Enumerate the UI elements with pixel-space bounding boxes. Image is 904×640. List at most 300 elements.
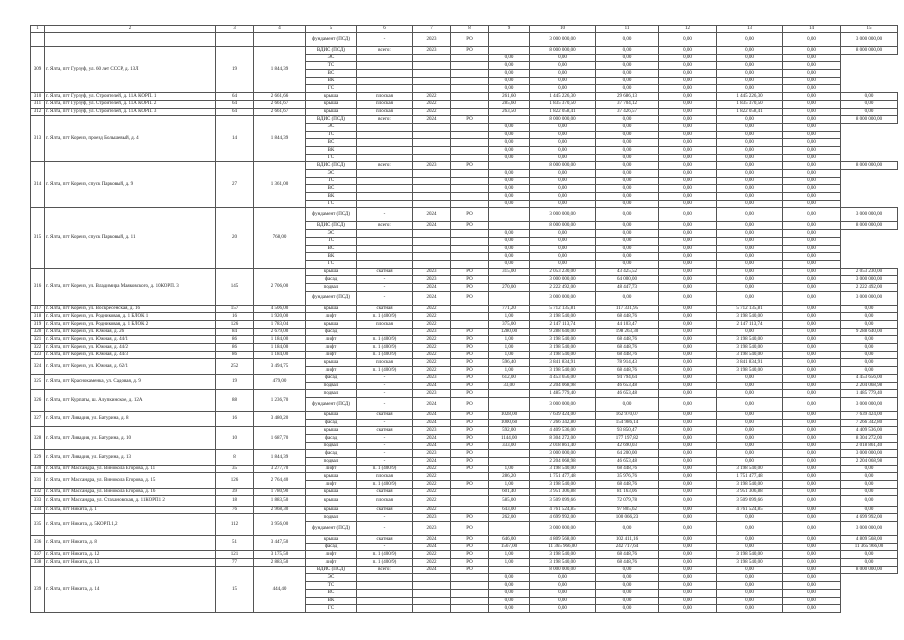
table-row	[31, 328, 898, 336]
table-cell: 15	[216, 566, 254, 612]
table-cell: -	[357, 33, 413, 47]
table-cell: 2023	[413, 522, 451, 536]
table-cell: 0,00	[489, 185, 530, 193]
column-number: 6	[357, 26, 413, 33]
table-cell: 0,00	[659, 268, 717, 276]
table-cell: 0,00	[489, 146, 530, 154]
table-cell: 0,00	[596, 131, 659, 139]
table-cell: 1 445 226,30	[530, 93, 596, 101]
table-cell: 1,00	[489, 336, 530, 344]
table-cell: 3 198 540,00	[530, 551, 596, 559]
table-cell: 4 809 568,00	[530, 536, 596, 544]
table-cell: 0,00	[717, 419, 783, 427]
table-cell: плоская	[357, 473, 413, 481]
table-cell: 1 835 370,50	[717, 100, 783, 108]
table-cell	[451, 589, 489, 597]
table-cell: 0,00	[783, 154, 841, 162]
table-cell: 18	[216, 496, 254, 506]
table-cell	[413, 77, 451, 85]
table-cell: 2 053 230,00	[841, 268, 898, 276]
table-cell: 0,00	[841, 321, 898, 329]
table-cell	[413, 260, 451, 268]
table-cell	[451, 582, 489, 590]
table-cell: 0,00	[783, 582, 841, 590]
table-cell	[357, 605, 413, 613]
table-cell: 0,00	[717, 276, 783, 284]
table-cell: 3 447,50	[254, 536, 306, 551]
table-cell: 51	[216, 536, 254, 551]
table-cell: 0,00	[783, 351, 841, 359]
table-cell: г. Ялта, пгт Никита, д. 5КОРП.1,2	[45, 514, 216, 536]
table-cell: 0,00	[659, 359, 717, 367]
table-cell: 0,00	[596, 177, 659, 185]
table-cell: РО	[451, 450, 489, 458]
table-cell	[451, 473, 489, 481]
table-cell	[451, 62, 489, 70]
table-cell: 0,00	[783, 473, 841, 481]
table-cell: 3 000 000,00	[841, 450, 898, 458]
table-cell	[413, 85, 451, 93]
table-cell: 88	[216, 390, 254, 412]
table-cell: 11 365 966,00	[841, 543, 898, 551]
table-cell: РО	[451, 116, 489, 124]
table-cell: 3 509 099,66	[530, 496, 596, 506]
table-cell: 0,00	[717, 434, 783, 442]
table-cell: 1,00	[489, 351, 530, 359]
table-cell: 0,00	[489, 77, 530, 85]
table-cell: 3 000 000,00	[530, 397, 596, 411]
table-cell: г. Ялта, пгт Кореиз, спуск Парковый, д. 11	[45, 208, 216, 268]
table-cell	[451, 108, 489, 116]
table-cell	[45, 33, 216, 47]
table-cell: подвал	[306, 458, 357, 466]
table-cell: 1 445 226,30	[717, 93, 783, 101]
table-cell: 0,00	[596, 139, 659, 147]
table-cell: 1 844,39	[254, 450, 306, 465]
table-cell: 112	[216, 514, 254, 536]
table-cell	[413, 131, 451, 139]
table-cell: 2024	[413, 434, 451, 442]
table-cell	[357, 139, 413, 147]
table-cell: 2023	[413, 450, 451, 458]
table-cell: 8	[216, 450, 254, 465]
table-cell: 0,00	[659, 77, 717, 85]
table-cell: фундамент (ПСД)	[306, 291, 357, 305]
table-cell: 2023	[413, 328, 451, 336]
table-cell: 2022	[413, 351, 451, 359]
table-cell: 2023	[413, 268, 451, 276]
table-cell: 0,00	[596, 146, 659, 154]
table-cell: 0,00	[717, 139, 783, 147]
table-cell: 1,00	[489, 481, 530, 489]
table-cell: 0,00	[659, 321, 717, 329]
table-cell: -	[357, 450, 413, 458]
table-cell: 316	[31, 268, 45, 305]
table-cell: 0,00	[489, 605, 530, 613]
table-cell: 8 000 000,00	[841, 162, 898, 170]
table-cell: плоская	[357, 359, 413, 367]
table-cell: ТС	[306, 582, 357, 590]
table-cell: всего:	[357, 116, 413, 124]
table-cell: 2022	[413, 551, 451, 559]
table-cell: 126	[216, 473, 254, 488]
table-cell: 612,00	[489, 374, 530, 382]
table-cell	[413, 574, 451, 582]
table-cell: -	[357, 514, 413, 522]
table-cell: ГС	[306, 200, 357, 208]
table-cell	[451, 131, 489, 139]
table-cell: ЭС	[306, 170, 357, 178]
table-cell: 5 712 135,81	[717, 305, 783, 313]
table-cell	[357, 253, 413, 261]
table-cell: 0,00	[530, 185, 596, 193]
table-cell: 162 970,07	[596, 411, 659, 419]
table-row	[31, 359, 898, 367]
table-cell: 1 485 779,40	[530, 390, 596, 398]
table-cell: 0,00	[783, 605, 841, 613]
table-cell	[451, 260, 489, 268]
table-cell: 20	[216, 208, 254, 268]
table-cell: лифт	[306, 465, 357, 473]
table-row	[31, 536, 898, 544]
table-cell: 157	[216, 305, 254, 313]
table-cell: 100 066,23	[596, 514, 659, 522]
table-cell: 46 653,48	[596, 390, 659, 398]
table-cell: скатная	[357, 488, 413, 496]
table-cell: 0,00	[841, 506, 898, 514]
table-cell: 0,00	[717, 291, 783, 305]
table-cell: 3 198 540,00	[717, 367, 783, 375]
table-cell: 339	[31, 566, 45, 612]
table-cell: 0,00	[783, 193, 841, 201]
table-cell: 3 000 000,00	[841, 397, 898, 411]
table-cell: 2024	[413, 419, 451, 427]
table-cell	[451, 574, 489, 582]
table-cell: 1567,00	[489, 543, 530, 551]
table-cell: 0,00	[717, 442, 783, 450]
table-cell: 0,00	[717, 47, 783, 55]
table-cell	[413, 230, 451, 238]
table-cell: 64	[216, 100, 254, 108]
table-cell: 0,00	[596, 200, 659, 208]
table-cell: 0,00	[783, 200, 841, 208]
table-cell: 0,00	[659, 473, 717, 481]
table-cell: 327	[31, 411, 45, 426]
table-cell: крыша	[306, 359, 357, 367]
table-cell: 0,00	[659, 47, 717, 55]
table-cell: всего:	[357, 222, 413, 230]
table-cell: 0,00	[659, 543, 717, 551]
table-cell: 3 198 540,00	[717, 351, 783, 359]
table-row	[31, 374, 898, 382]
table-cell: 0,00	[659, 208, 717, 222]
table-cell: РО	[451, 47, 489, 55]
table-cell: 0,00	[596, 85, 659, 93]
table-cell: ВК	[306, 193, 357, 201]
table-row	[31, 465, 898, 473]
table-cell: РО	[451, 382, 489, 390]
table-cell: 8 000 000,00	[530, 566, 596, 574]
table-cell: 4 699 992,00	[841, 514, 898, 522]
table-cell: 0,00	[489, 253, 530, 261]
table-cell: 84	[216, 328, 254, 336]
table-cell: крыша	[306, 100, 357, 108]
table-cell: 0,00	[489, 260, 530, 268]
table-cell: 263,50	[489, 108, 530, 116]
table-cell: 0,00	[596, 70, 659, 78]
table-cell: 0,00	[489, 574, 530, 582]
table-cell: РО	[451, 344, 489, 352]
table-cell: 0,00	[717, 260, 783, 268]
table-cell	[413, 146, 451, 154]
table-cell	[357, 85, 413, 93]
table-cell: 2022	[413, 100, 451, 108]
table-cell: -	[357, 397, 413, 411]
table-cell	[451, 230, 489, 238]
table-cell: 0,00	[659, 605, 717, 613]
column-number-row	[31, 26, 898, 33]
table-cell: 0,00	[659, 162, 717, 170]
table-cell	[489, 162, 530, 170]
table-cell: -	[357, 442, 413, 450]
table-cell: 2022	[413, 336, 451, 344]
table-cell: 4 453 656,00	[841, 374, 898, 382]
table-cell: 0,00	[659, 291, 717, 305]
table-cell: 0,00	[659, 481, 717, 489]
table-cell: 0,00	[530, 253, 596, 261]
table-cell	[357, 62, 413, 70]
table-cell: 0,00	[489, 62, 530, 70]
table-cell	[451, 321, 489, 329]
table-cell: 2022	[413, 559, 451, 567]
table-cell: ТС	[306, 177, 357, 185]
table-cell: 37 426,57	[596, 108, 659, 116]
table-cell: 3 198 540,00	[530, 336, 596, 344]
table-cell: 2024	[413, 543, 451, 551]
table-cell: г. Ялта, пгт Ливадия, ул. Батурина, д. 8	[45, 411, 216, 426]
table-cell: 0,00	[783, 536, 841, 544]
table-cell: 0,00	[659, 253, 717, 261]
table-cell: 0,00	[783, 33, 841, 47]
table-cell: 0,00	[530, 260, 596, 268]
table-cell: 2 764,40	[254, 473, 306, 488]
table-cell: 0,00	[717, 222, 783, 230]
table-cell: 0,00	[717, 574, 783, 582]
table-cell: 0,00	[489, 170, 530, 178]
table-cell: ВС	[306, 70, 357, 78]
table-cell: 0,00	[489, 123, 530, 131]
table-cell: ТС	[306, 131, 357, 139]
table-cell	[451, 305, 489, 313]
table-cell: 286,20	[489, 473, 530, 481]
table-cell: 0,00	[659, 411, 717, 419]
table-cell: РО	[451, 367, 489, 375]
table-cell: 8 000 000,00	[530, 116, 596, 124]
table-cell	[254, 33, 306, 47]
table-cell: 1,00	[489, 551, 530, 559]
table-row	[31, 208, 898, 222]
table-cell: 0,00	[530, 154, 596, 162]
column-number: 9	[489, 26, 530, 33]
table-cell: 2024	[413, 222, 451, 230]
table-cell: 0,00	[659, 559, 717, 567]
table-cell: 35	[216, 465, 254, 473]
table-cell: 177 197,82	[596, 434, 659, 442]
table-cell: 0,00	[783, 116, 841, 124]
table-cell: п. 1 (400/9)	[357, 559, 413, 567]
table-cell: крыша	[306, 93, 357, 101]
table-cell: 1 920,00	[254, 313, 306, 321]
table-cell	[357, 177, 413, 185]
table-cell: 0,00	[783, 367, 841, 375]
table-cell: 1 751 477,48	[530, 473, 596, 481]
table-cell: г. Ялта, пгт Гурзуф, ул. Строителей, д. 11А КОРП. 2	[45, 100, 216, 108]
table-cell: 317	[31, 305, 45, 313]
table-cell: 0,00	[659, 237, 717, 245]
table-cell: 3 198 540,00	[530, 351, 596, 359]
table-cell: 0,00	[659, 193, 717, 201]
table-cell: 0,00	[717, 582, 783, 590]
table-cell	[451, 93, 489, 101]
table-cell: 126	[216, 321, 254, 329]
table-cell: 8 000 000,00	[841, 47, 898, 55]
table-cell: 2 147 113,74	[717, 321, 783, 329]
table-cell: 0,00	[489, 54, 530, 62]
table-cell: лифт	[306, 559, 357, 567]
table-cell: 1 822 058,41	[530, 108, 596, 116]
table-cell: 3 000 000,00	[530, 276, 596, 284]
table-cell: РО	[451, 208, 489, 222]
table-cell	[413, 177, 451, 185]
table-cell: 145	[216, 268, 254, 305]
table-cell: крыша	[306, 411, 357, 419]
table-row	[31, 108, 898, 116]
table-cell: 0,00	[659, 458, 717, 466]
table-cell: 0,00	[717, 70, 783, 78]
table-cell: 0,00	[530, 170, 596, 178]
table-cell	[489, 397, 530, 411]
table-cell: 68 448,76	[596, 367, 659, 375]
table-cell: 68 448,76	[596, 336, 659, 344]
table-cell	[357, 200, 413, 208]
table-cell: 0,00	[783, 260, 841, 268]
table-cell: 0,00	[841, 344, 898, 352]
table-cell: 2022	[413, 313, 451, 321]
table-cell	[357, 123, 413, 131]
table-cell: 0,00	[783, 427, 841, 435]
table-cell	[357, 185, 413, 193]
table-row	[31, 559, 898, 567]
table-cell: 0,00	[596, 62, 659, 70]
table-cell: 3 277,70	[254, 465, 306, 473]
table-cell: 0,00	[596, 77, 659, 85]
table-cell: 3 198 540,00	[717, 559, 783, 567]
table-cell: 1,00	[489, 313, 530, 321]
table-cell: 2 222 492,00	[841, 283, 898, 291]
table-cell: г. Ялта, пгт Кореиз, ул. Южная, д. 44/2	[45, 344, 216, 352]
table-cell	[489, 522, 530, 536]
table-cell: 8 000 000,00	[841, 222, 898, 230]
table-cell: 0,00	[530, 139, 596, 147]
table-cell: 0,00	[841, 481, 898, 489]
table-cell: 3 841 834,91	[530, 359, 596, 367]
table-cell: 0,00	[489, 131, 530, 139]
table-cell: 332	[31, 488, 45, 496]
table-cell: 0,00	[717, 85, 783, 93]
table-cell: 0,00	[659, 419, 717, 427]
table-cell: 0,00	[596, 397, 659, 411]
table-cell: 0,00	[783, 222, 841, 230]
table-cell: фундамент (ПСД)	[306, 33, 357, 47]
table-cell	[489, 222, 530, 230]
table-cell: всего:	[357, 47, 413, 55]
table-cell	[451, 170, 489, 178]
table-cell: 86	[216, 351, 254, 359]
table-cell: 0,00	[596, 253, 659, 261]
table-cell: 2023	[413, 427, 451, 435]
table-cell: 3 198 540,00	[530, 344, 596, 352]
table-cell: 310	[31, 93, 45, 101]
table-cell: РО	[451, 514, 489, 522]
table-cell: 81 163,06	[596, 488, 659, 496]
table-cell: 0,00	[841, 559, 898, 567]
table-cell: 0,00	[841, 359, 898, 367]
table-cell: подвал	[306, 390, 357, 398]
table-cell: 2022	[413, 344, 451, 352]
table-cell: 0,00	[783, 100, 841, 108]
table-cell	[357, 582, 413, 590]
table-cell: 322	[31, 344, 45, 352]
table-cell: 0,00	[717, 162, 783, 170]
table-cell: 0,00	[783, 123, 841, 131]
table-cell: 2024	[413, 536, 451, 544]
table-cell: крыша	[306, 496, 357, 506]
table-cell	[413, 245, 451, 253]
table-cell: лифт	[306, 313, 357, 321]
table-cell: 326	[31, 390, 45, 412]
table-cell	[451, 77, 489, 85]
table-cell: 3 000 000,00	[841, 33, 898, 47]
table-cell: 375,00	[489, 321, 530, 329]
table-cell: 0,00	[783, 321, 841, 329]
table-cell: 0,00	[530, 177, 596, 185]
table-cell	[357, 589, 413, 597]
table-cell: 8 000 000,00	[530, 162, 596, 170]
table-cell: 2022	[413, 359, 451, 367]
table-cell: 771,20	[489, 305, 530, 313]
table-cell: 0,00	[659, 382, 717, 390]
column-number: 7	[413, 26, 451, 33]
table-cell: 320	[31, 328, 45, 336]
table-cell: 1,00	[489, 559, 530, 567]
table-cell: 1 361,00	[254, 162, 306, 208]
table-cell: 33,00	[489, 382, 530, 390]
table-cell: 337	[31, 551, 45, 559]
table-cell: 3 198 540,00	[717, 465, 783, 473]
table-cell: 0,00	[783, 108, 841, 116]
table-cell: 0,00	[659, 131, 717, 139]
column-number: 14	[783, 26, 841, 33]
table-row	[31, 93, 898, 101]
table-cell: 0,00	[841, 551, 898, 559]
table-cell: 3 198 540,00	[530, 559, 596, 567]
table-cell: г. Ялта, пгт Кореиз, ул. Южная, д. 62/1	[45, 359, 216, 374]
table-cell: 37 704,12	[596, 100, 659, 108]
table-cell: 0,00	[717, 62, 783, 70]
table-cell: 0,00	[659, 450, 717, 458]
table-row	[31, 473, 898, 481]
table-cell: 0,00	[783, 411, 841, 419]
